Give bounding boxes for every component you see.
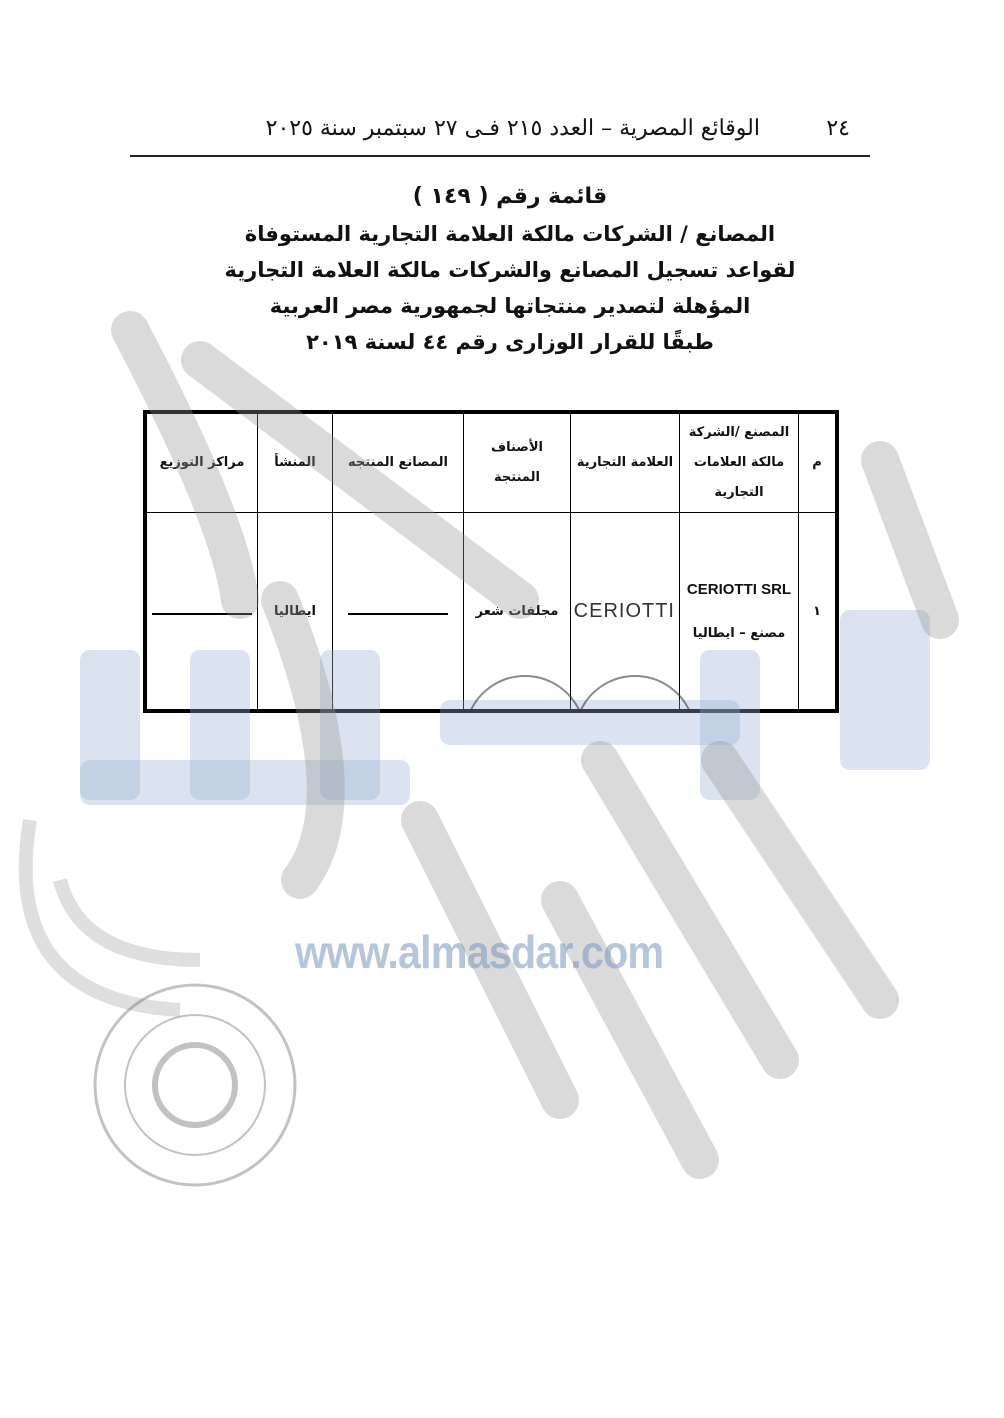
ministry-seal bbox=[95, 985, 295, 1185]
cell-distribution bbox=[147, 513, 258, 710]
cell-company bbox=[680, 513, 799, 710]
gazette-title: الوقائع المصرية – العدد ٢١٥ فـى ٢٧ سبتمبر سنة ٢٠٢٥ bbox=[265, 116, 760, 141]
table-row bbox=[147, 513, 836, 710]
cell-factories bbox=[333, 513, 464, 710]
document-title bbox=[150, 178, 870, 360]
empty-dash bbox=[348, 613, 448, 615]
company-detail: مصنع – ايطاليا bbox=[692, 626, 786, 641]
header-factories: المصانع المنتجه bbox=[333, 414, 464, 513]
page-header bbox=[130, 110, 870, 150]
header-distribution: مراكز التوزيع bbox=[147, 414, 258, 513]
cell-origin: ايطاليا bbox=[258, 513, 333, 710]
title-line-1: المصانع / الشركات مالكة العلامة التجارية المستوفاة bbox=[244, 222, 776, 246]
cell-categories: مجلفات شعر bbox=[464, 513, 571, 710]
header-serial: م bbox=[799, 414, 836, 513]
cell-serial: ١ bbox=[799, 513, 836, 710]
title-line-3: المؤهلة لتصدير منتجاتها لجمهورية مصر العربية bbox=[269, 294, 751, 318]
page-number: ٢٤ bbox=[826, 116, 850, 141]
list-number: قائمة رقم ( ١٤٩ ) bbox=[412, 184, 608, 209]
cell-brand bbox=[571, 513, 680, 710]
brand-name: CERIOTTI bbox=[573, 599, 675, 622]
title-line-2: لقواعد تسجيل المصانع والشركات مالكة العلامة التجارية bbox=[224, 258, 796, 282]
header-origin: المنشأ bbox=[258, 414, 333, 513]
watermark-url: www.almasdar.com bbox=[295, 926, 664, 978]
company-name: CERIOTTI SRL bbox=[686, 581, 792, 598]
header-categories: الأصناف المنتجة bbox=[464, 414, 571, 513]
header-company: المصنع /الشركة مالكة العلامات التجارية bbox=[680, 414, 799, 513]
watermark-ring bbox=[26, 820, 200, 1010]
table-header-row bbox=[147, 414, 836, 513]
header-brand: العلامة التجارية bbox=[571, 414, 680, 513]
empty-dash bbox=[152, 613, 252, 615]
title-line-4: طبقًا للقرار الوزارى رقم ٤٤ لسنة ٢٠١٩ bbox=[306, 330, 714, 354]
companies-table bbox=[143, 410, 839, 713]
header-divider bbox=[130, 155, 870, 157]
